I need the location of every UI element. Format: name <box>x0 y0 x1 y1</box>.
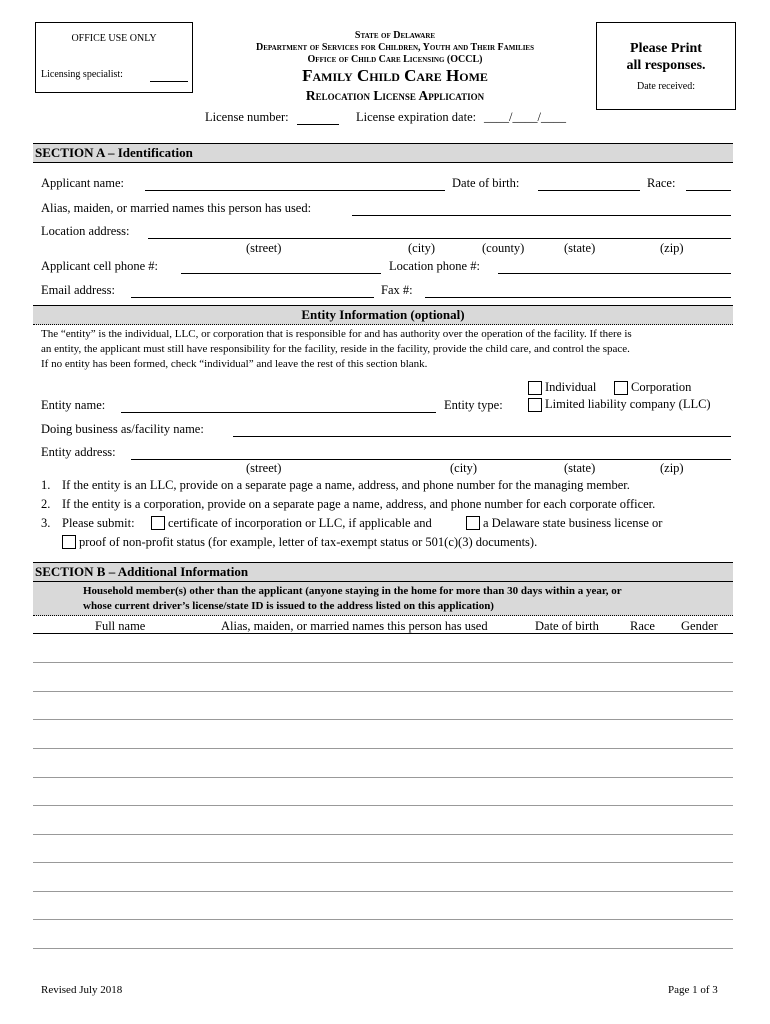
loc-zip-caption: (zip) <box>660 241 684 255</box>
col-full-name: Full name <box>95 619 146 633</box>
entity-name-field[interactable] <box>121 412 436 413</box>
license-exp-field[interactable]: ____/____/____ <box>484 110 566 124</box>
dba-field[interactable] <box>233 436 731 437</box>
llc-checkbox[interactable] <box>528 398 542 412</box>
cell-phone-field[interactable] <box>181 273 381 274</box>
cert-incorporation-checkbox[interactable] <box>151 516 165 530</box>
location-phone-label: Location phone #: <box>389 259 480 273</box>
cert-incorporation-label: certificate of incorporation or LLC, if applicable and <box>168 516 432 530</box>
licensing-specialist-label: Licensing specialist: <box>41 69 123 80</box>
entity-title: Entity Information (optional) <box>301 307 465 322</box>
entity-para-2: an entity, the applicant must still have responsibility for the facility, reside in the facility, provide the child care, and control the space. <box>41 343 630 355</box>
email-label: Email address: <box>41 283 115 297</box>
household-header <box>33 582 733 616</box>
loc-county-caption: (county) <box>482 241 525 255</box>
office-heading: Office of Child Care Licensing (OCCL) <box>307 54 483 65</box>
ent-street-caption: (street) <box>246 461 282 475</box>
form-title: Family Child Care Home <box>302 66 488 85</box>
item-1-number: 1. <box>41 478 51 492</box>
household-row[interactable] <box>33 748 733 749</box>
corporation-checkbox[interactable] <box>614 381 628 395</box>
individual-checkbox[interactable] <box>528 381 542 395</box>
revised-date: Revised July 2018 <box>41 984 123 996</box>
page-number: Page 1 of 3 <box>668 984 718 996</box>
alias-field[interactable] <box>352 215 731 216</box>
print-box <box>596 22 736 110</box>
section-a-title: SECTION A – Identification <box>35 145 193 160</box>
entity-address-field[interactable] <box>131 459 731 460</box>
applicant-name-field[interactable] <box>145 190 445 191</box>
location-phone-field[interactable] <box>498 273 731 274</box>
entity-para-3: If no entity has been formed, check “individual” and leave the rest of this section blank. <box>41 358 428 370</box>
office-use-box <box>35 22 193 93</box>
race-field[interactable] <box>686 190 731 191</box>
household-text-1: Household member(s) other than the applicant (anyone staying in the home for more than 30 days within a year, or <box>83 585 622 597</box>
ent-zip-caption: (zip) <box>660 461 684 475</box>
office-use-title: OFFICE USE ONLY <box>71 33 157 44</box>
household-row[interactable] <box>33 662 733 663</box>
loc-city-caption: (city) <box>408 241 436 255</box>
nonprofit-checkbox[interactable] <box>62 535 76 549</box>
date-received-label: Date received: <box>636 81 696 92</box>
state-heading: State of Delaware <box>354 30 436 41</box>
entity-para-1: The “entity” is the individual, LLC, or corporation that is responsible for and has authority over the operation of the facility. If there is <box>41 328 632 340</box>
form-subtitle: Relocation License Application <box>305 88 485 103</box>
ent-state-caption: (state) <box>564 461 596 475</box>
entity-address-label: Entity address: <box>41 445 116 459</box>
license-number-label: License number: <box>205 110 289 124</box>
table-header-rule <box>33 633 733 634</box>
col-gender: Gender <box>681 619 718 633</box>
business-license-checkbox[interactable] <box>466 516 480 530</box>
col-race: Race <box>630 619 655 633</box>
fax-label: Fax #: <box>381 283 413 297</box>
dob-field[interactable] <box>538 190 640 191</box>
location-address-label: Location address: <box>41 224 130 238</box>
cell-phone-label: Applicant cell phone #: <box>41 259 158 273</box>
item-3-number: 3. <box>41 516 51 530</box>
household-row[interactable] <box>33 834 733 835</box>
licensing-specialist-line <box>150 81 188 82</box>
dob-label: Date of birth: <box>452 176 520 190</box>
llc-label: Limited liability company (LLC) <box>545 397 711 411</box>
dba-label: Doing business as/facility name: <box>41 422 204 436</box>
household-text-2: whose current driver’s license/state ID is issued to the address listed on this application) <box>83 600 494 612</box>
household-row[interactable] <box>33 948 733 949</box>
household-row[interactable] <box>33 691 733 692</box>
item-2-text: If the entity is a corporation, provide on a separate page a name, address, and phone number for each corporate officer. <box>62 497 656 511</box>
race-label: Race: <box>647 176 676 190</box>
loc-state-caption: (state) <box>564 241 596 255</box>
household-row[interactable] <box>33 862 733 863</box>
household-row[interactable] <box>33 777 733 778</box>
individual-label: Individual <box>545 380 597 394</box>
fax-field[interactable] <box>425 297 731 298</box>
print-line2: all responses. <box>626 58 706 73</box>
corporation-label: Corporation <box>631 380 692 394</box>
section-a-bar <box>33 143 733 163</box>
department-heading: Department of Services for Children, Youth and Their Families <box>256 42 534 53</box>
col-alias: Alias, maiden, or married names this person has used <box>221 619 488 633</box>
business-license-label: a Delaware state business license or <box>483 516 663 530</box>
item-2-number: 2. <box>41 497 51 511</box>
entity-bar <box>33 305 733 325</box>
col-dob: Date of birth <box>535 619 599 633</box>
household-row[interactable] <box>33 919 733 920</box>
location-address-field[interactable] <box>148 238 731 239</box>
loc-street-caption: (street) <box>246 241 282 255</box>
nonprofit-label: proof of non-profit status (for example, letter of tax-exempt status or 501(c)(3) documents). <box>79 535 538 549</box>
section-b-bar <box>33 562 733 582</box>
email-field[interactable] <box>131 297 374 298</box>
household-row[interactable] <box>33 719 733 720</box>
alias-label: Alias, maiden, or married names this person has used: <box>41 201 312 215</box>
household-row[interactable] <box>33 891 733 892</box>
print-line1: Please Print <box>630 41 702 56</box>
item-1-text: If the entity is an LLC, provide on a separate page a name, address, and phone number for the managing member. <box>62 478 630 492</box>
license-exp-label: License expiration date: <box>356 110 477 124</box>
applicant-name-label: Applicant name: <box>41 176 124 190</box>
entity-name-label: Entity name: <box>41 398 106 412</box>
ent-city-caption: (city) <box>450 461 478 475</box>
entity-type-label: Entity type: <box>444 398 503 412</box>
household-row[interactable] <box>33 805 733 806</box>
license-number-field[interactable] <box>297 124 339 125</box>
section-b-title: SECTION B – Additional Information <box>35 564 249 579</box>
item-3-lead: Please submit: <box>62 516 135 530</box>
